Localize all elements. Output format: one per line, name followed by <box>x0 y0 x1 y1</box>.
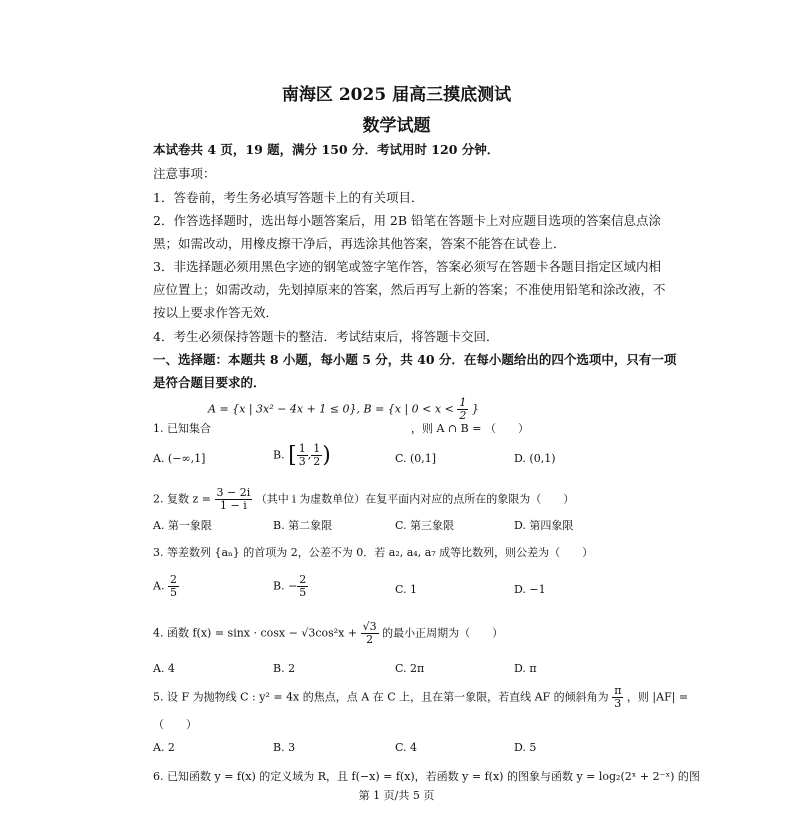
q3-option-a-num: 2 <box>169 573 177 586</box>
q1-option-b-label: B. <box>273 448 285 462</box>
q4-numerator: √3 <box>362 620 377 633</box>
q1-sets <box>208 397 479 422</box>
q2-denominator: 1 − i <box>220 499 247 512</box>
q1-half-denominator: 2 <box>459 409 467 422</box>
q6-stem: 6. 已知函数 y = f(x) 的定义域为 R，且 f(−x) = f(x)，若函数 y = f(x) 的图象与函数 y = log₂(2ˣ + 2⁻ˣ) 的图 <box>153 770 700 783</box>
q3-option-c: C. 1 <box>395 583 418 596</box>
q2-option-b: B. 第二象限 <box>273 519 333 532</box>
q2-fraction <box>215 487 253 512</box>
q5-prefix: 5. 设 F 为抛物线 C : y² = 4x 的焦点，点 A 在 C 上，且在第一象限，若直线 AF 的倾斜角为 <box>153 690 609 704</box>
q2-prefix: 2. 复数 z = <box>153 492 211 506</box>
note-4: 4．考生必须保持答题卡的整洁．考试结束后，将答题卡交回． <box>153 329 499 344</box>
q3-option-b-num: 2 <box>299 573 307 586</box>
q2-stem <box>153 487 574 512</box>
q1-option-b-frac-1 <box>297 443 308 468</box>
q1-option-b-den-1: 3 <box>298 455 306 468</box>
q1-suffix: ，则 A ∩ B = （ ） <box>411 422 529 435</box>
q5-answer-blank: （ ） <box>153 718 197 731</box>
q1-set-definitions: A = {x | 3x² − 4x + 1 ≤ 0}, B = {x | 0 < x < <box>208 402 454 416</box>
q5-option-b: B. 3 <box>273 741 296 754</box>
q1-option-a: A. (−∞,1] <box>153 452 206 465</box>
q5-stem <box>153 685 688 710</box>
q4-prefix: 4. 函数 f(x) = sinx · cosx − √3cos²x + <box>153 626 358 640</box>
q3-option-a <box>153 574 179 599</box>
q1-option-c: C. (0,1] <box>395 452 437 465</box>
q2-suffix: （其中 i 为虚数单位）在复平面内对应的点所在的象限为（ ） <box>255 492 575 506</box>
note-2-line-2: 黑；如需改动，用橡皮擦干净后，再选涂其他答案，答案不能答在试卷上． <box>153 236 566 251</box>
q1-option-b-bracket-right: ) <box>322 443 331 468</box>
note-3-line-2: 应位置上；如需改动，先划掉原来的答案，然后再写上新的答案；不准使用铅笔和涂改液，不 <box>153 282 666 297</box>
q5-fraction <box>612 685 623 710</box>
q1-option-b-num-1: 1 <box>298 442 306 455</box>
q1-option-b: B. [ $\frac{1}{3}$ , $\frac{1}{2}$ ) <box>273 442 331 468</box>
q1-option-b-frac-2 <box>311 443 322 468</box>
q1-half-fraction <box>457 397 468 422</box>
notice-title: 注意事项： <box>153 166 216 181</box>
q5-denominator: 3 <box>614 697 622 710</box>
note-1: 1．答卷前，考生务必填写答题卡上的有关项目． <box>153 190 424 205</box>
q1-option-b-num-2: 1 <box>313 442 321 455</box>
exam-subtitle: 数学试题 <box>362 116 431 136</box>
page-number: 第 1 页/共 5 页 <box>358 789 435 802</box>
q2-option-c: C. 第三象限 <box>395 519 455 532</box>
q1-prefix: 1. 已知集合 <box>153 422 211 435</box>
section-1-heading-line-2: 是符合题目要求的． <box>153 375 266 390</box>
q5-option-c: C. 4 <box>395 741 418 754</box>
q3-option-a-label: A. <box>153 579 165 593</box>
q3-option-b <box>273 574 308 599</box>
section-1-heading-line-1: 一、选择题：本题共 8 小题，每小题 5 分，共 40 分．在每小题给出的四个选项中，只有一项 <box>153 352 677 367</box>
q3-stem: 3. 等差数列 {aₙ} 的首项为 2，公差不为 0．若 a₂, a₄, a₇ 成等比数列，则公差为（ ） <box>153 546 594 559</box>
q4-fraction <box>361 621 379 646</box>
q1-option-b-bracket-left: [ <box>288 443 297 468</box>
q3-option-a-frac <box>168 574 179 599</box>
q2-option-d: D. 第四象限 <box>514 519 574 532</box>
q2-numerator: 3 − 2i <box>216 486 251 499</box>
q4-suffix: 的最小正周期为（ ） <box>382 626 504 640</box>
q4-denominator: 2 <box>366 633 374 646</box>
q5-option-a: A. 2 <box>153 741 175 754</box>
q5-suffix: ，则 |AF| = <box>626 690 689 704</box>
q5-option-d: D. 5 <box>514 741 537 754</box>
q3-option-b-label: B. − <box>273 579 298 593</box>
q5-numerator: π <box>614 684 622 697</box>
q3-option-d: D. −1 <box>514 583 546 596</box>
q3-option-a-den: 5 <box>169 586 177 599</box>
q3-option-b-den: 5 <box>299 586 307 599</box>
q1-option-d: D. (0,1) <box>514 452 556 465</box>
q4-option-b: B. 2 <box>273 662 296 675</box>
q2-option-a: A. 第一象限 <box>153 519 212 532</box>
exam-info: 本试卷共 4 页，19 题，满分 150 分．考试用时 120 分钟． <box>153 142 500 157</box>
exam-title: 南海区 2025 届高三摸底测试 <box>281 85 512 105</box>
q4-option-c: C. 2π <box>395 662 425 675</box>
q1-setB-close: } <box>471 402 479 416</box>
note-3-line-1: 3．非选择题必须用黑色字迹的钢笔或签字笔作答，答案必须写在答题卡各题目指定区域内相 <box>153 259 661 274</box>
note-3-line-3: 按以上要求作答无效． <box>153 305 279 320</box>
q1-option-b-den-2: 2 <box>313 455 321 468</box>
q3-option-b-frac <box>297 574 308 599</box>
q4-stem <box>153 621 503 646</box>
q1-half-numerator: 1 <box>459 396 467 409</box>
q4-option-d: D. π <box>514 662 537 675</box>
q4-option-a: A. 4 <box>153 662 175 675</box>
note-2-line-1: 2．作答选择题时，选出每小题答案后，用 2B 铅笔在答题卡上对应题目选项的答案信息点涂 <box>153 213 662 228</box>
